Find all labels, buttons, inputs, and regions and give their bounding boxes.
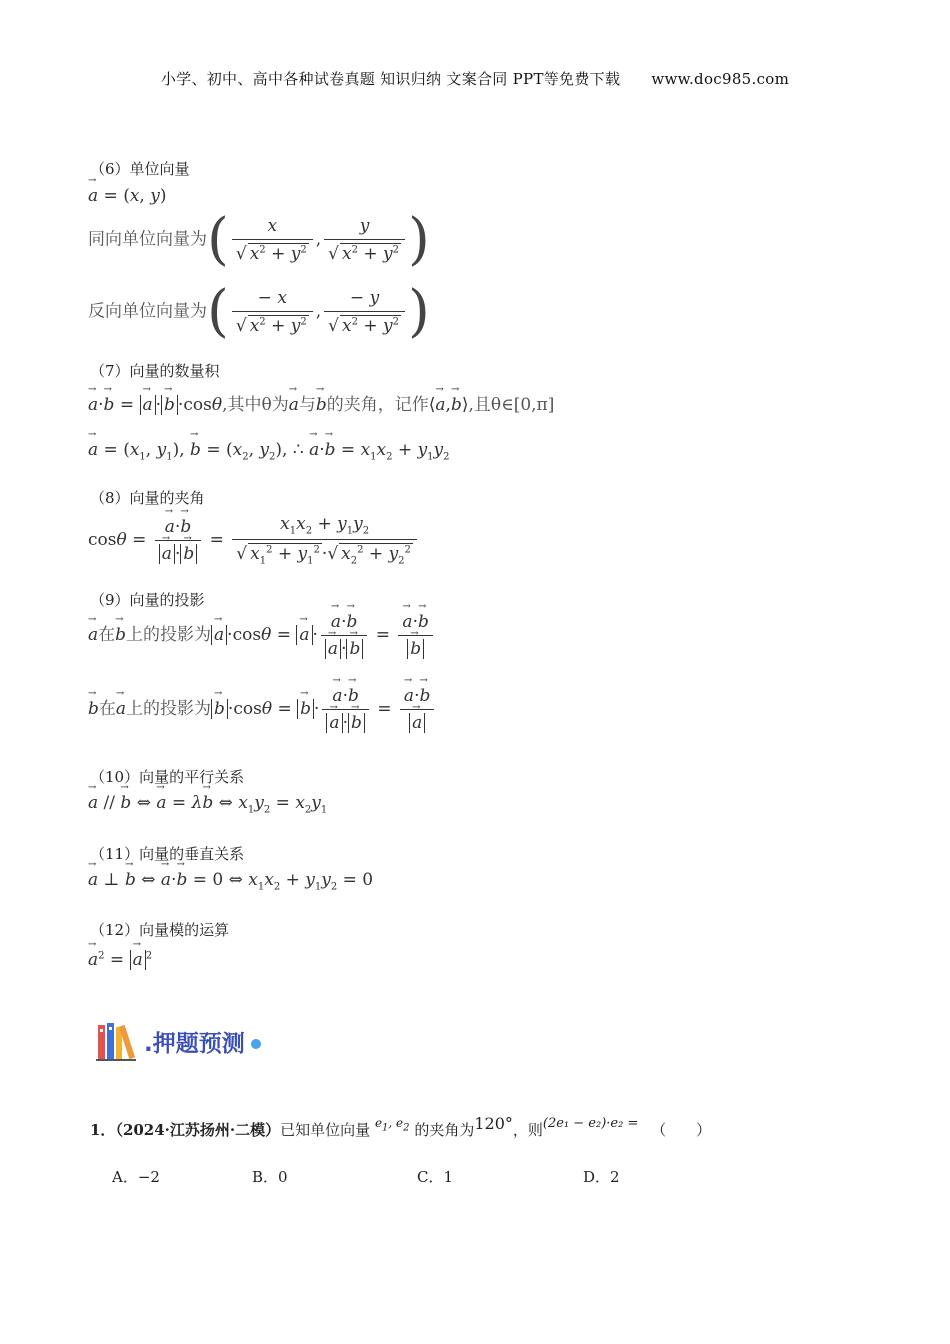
opposite-direction-label: 反向单位向量为 [88,301,207,322]
formula-dot-coordinates: → $a = (x_1$, $y_1$), → $b = (x_2$, $y_2$), ∴ → $a\cdot\to b = x_1x_2 + y_1y_2$ [88,440,450,462]
option-d[interactable] [583,1166,620,1187]
formula-angle-cos: cosθ = → a·→ b → a ·→ b = $\frac{x_1x_2 + y_1y_2}{√ x_1^2 + y_1^2 \cdot√ x_2^2 + y_2^2}$ [88,514,420,567]
section-10-title: （10）向量的平行关系 [90,768,245,786]
option-c-value: 1 [443,1168,454,1186]
formula-modulus: → $a^2$ = → a $^2$ [88,950,152,970]
question-blank: （ ） [651,1121,712,1139]
option-a[interactable] [112,1166,160,1187]
proj-on-text-2: 在 [98,699,116,719]
question-stem-1: 已知单位向量 [280,1121,371,1139]
option-d-value: 2 [610,1168,620,1186]
formula-opposite-direction-unit: 反向单位向量为( $\frac{- x}{√ x^2 + y^2}$ , $\frac{- y}{√ x^2 + y^2}$ ) [88,279,430,344]
question-1: 1．（2024·江苏扬州·二模）已知单位向量 $^{e_1, e_2}$ 的夹角为120°，则(2e₁ − e₂)·e₂ = （ ） [90,1114,712,1139]
question-stem-2: 的夹角为 [414,1121,475,1139]
option-b[interactable] [252,1166,288,1187]
section-11-title: （11）向量的垂直关系 [90,845,245,863]
option-c[interactable] [417,1166,453,1187]
formula-projection-b-on-a: → b在→ a上的投影为→ b ·cosθ = → b · → a·→ b → a ·→ b = → a·→ b → a [88,686,437,733]
formula-parallel: → a // → b ⇔ → a = λ→ b ⇔ $x_1y_2 = x_2y_1$ [88,793,327,815]
formula-perpendicular: → a ⊥ → b ⇔ → a·→ b = 0 ⇔ $x_1x_2 + y_1y_2 = 0$ [88,870,373,892]
option-c-label: C． [417,1168,444,1186]
formula-dot-product: → a·→ b = → a ·→ b ·cosθ,其中θ为→ a与→ b的夹角，记作⟨→ a,→ b⟩,且θ∈[0,π] [88,390,554,415]
option-b-label: B． [252,1168,279,1186]
section-8-title: （8）向量的夹角 [90,489,205,507]
banner-dot [251,1039,261,1049]
header-text: 小学、初中、高中各种试卷真题 知识归纳 文案合同 PPT等免费下载 [160,70,621,88]
question-stem-3: ，则 [512,1121,543,1139]
section-7-title: （7）向量的数量积 [90,362,220,380]
section-9-title: （9）向量的投影 [90,591,205,609]
question-number: 1． [90,1121,116,1139]
dot-range-text: ,且θ∈[0,π] [468,395,555,415]
question-source: （2024·江苏扬州·二模） [115,1121,281,1139]
option-a-value: −2 [137,1168,160,1186]
question-expr: (2e₁ − e₂)·e₂ = [542,1116,639,1131]
proj-shadow-text: 上的投影为 [126,625,212,645]
formula-projection-a-on-b: → a在→ b上的投影为→ a ·cosθ = → a · → a·→ b → a ·→ b = → a·→ b → b [88,612,436,659]
prediction-banner [96,1018,261,1064]
dot-mid-text: ,其中θ为 [222,395,289,415]
header-site: www.doc985.com [651,70,790,88]
dot-and-text: 与 [298,395,316,415]
books-icon [96,1019,140,1063]
dot-angle-text: 的夹角，记作 [326,395,429,415]
section-6-title: （6）单位向量 [90,160,190,178]
option-d-label: D． [583,1168,611,1186]
option-a-label: A． [112,1168,138,1186]
section-12-title: （12）向量模的运算 [90,921,230,939]
same-direction-label: 同向单位向量为 [88,229,207,250]
banner-title: .押题预测 [144,1030,245,1057]
proj-on-text: 在 [98,625,116,645]
formula-same-direction-unit: 同向单位向量为( $\frac{x}{√ x^2 + y^2}$ , $\frac{y}{√ x^2 + y^2}$ ) [88,207,430,272]
option-b-value: 0 [278,1168,288,1186]
proj-shadow-text-2: 上的投影为 [126,699,212,719]
question-angle: 120° [474,1114,513,1133]
page-header [0,68,950,89]
formula-vector-a: → a = (x, y) [88,186,166,206]
